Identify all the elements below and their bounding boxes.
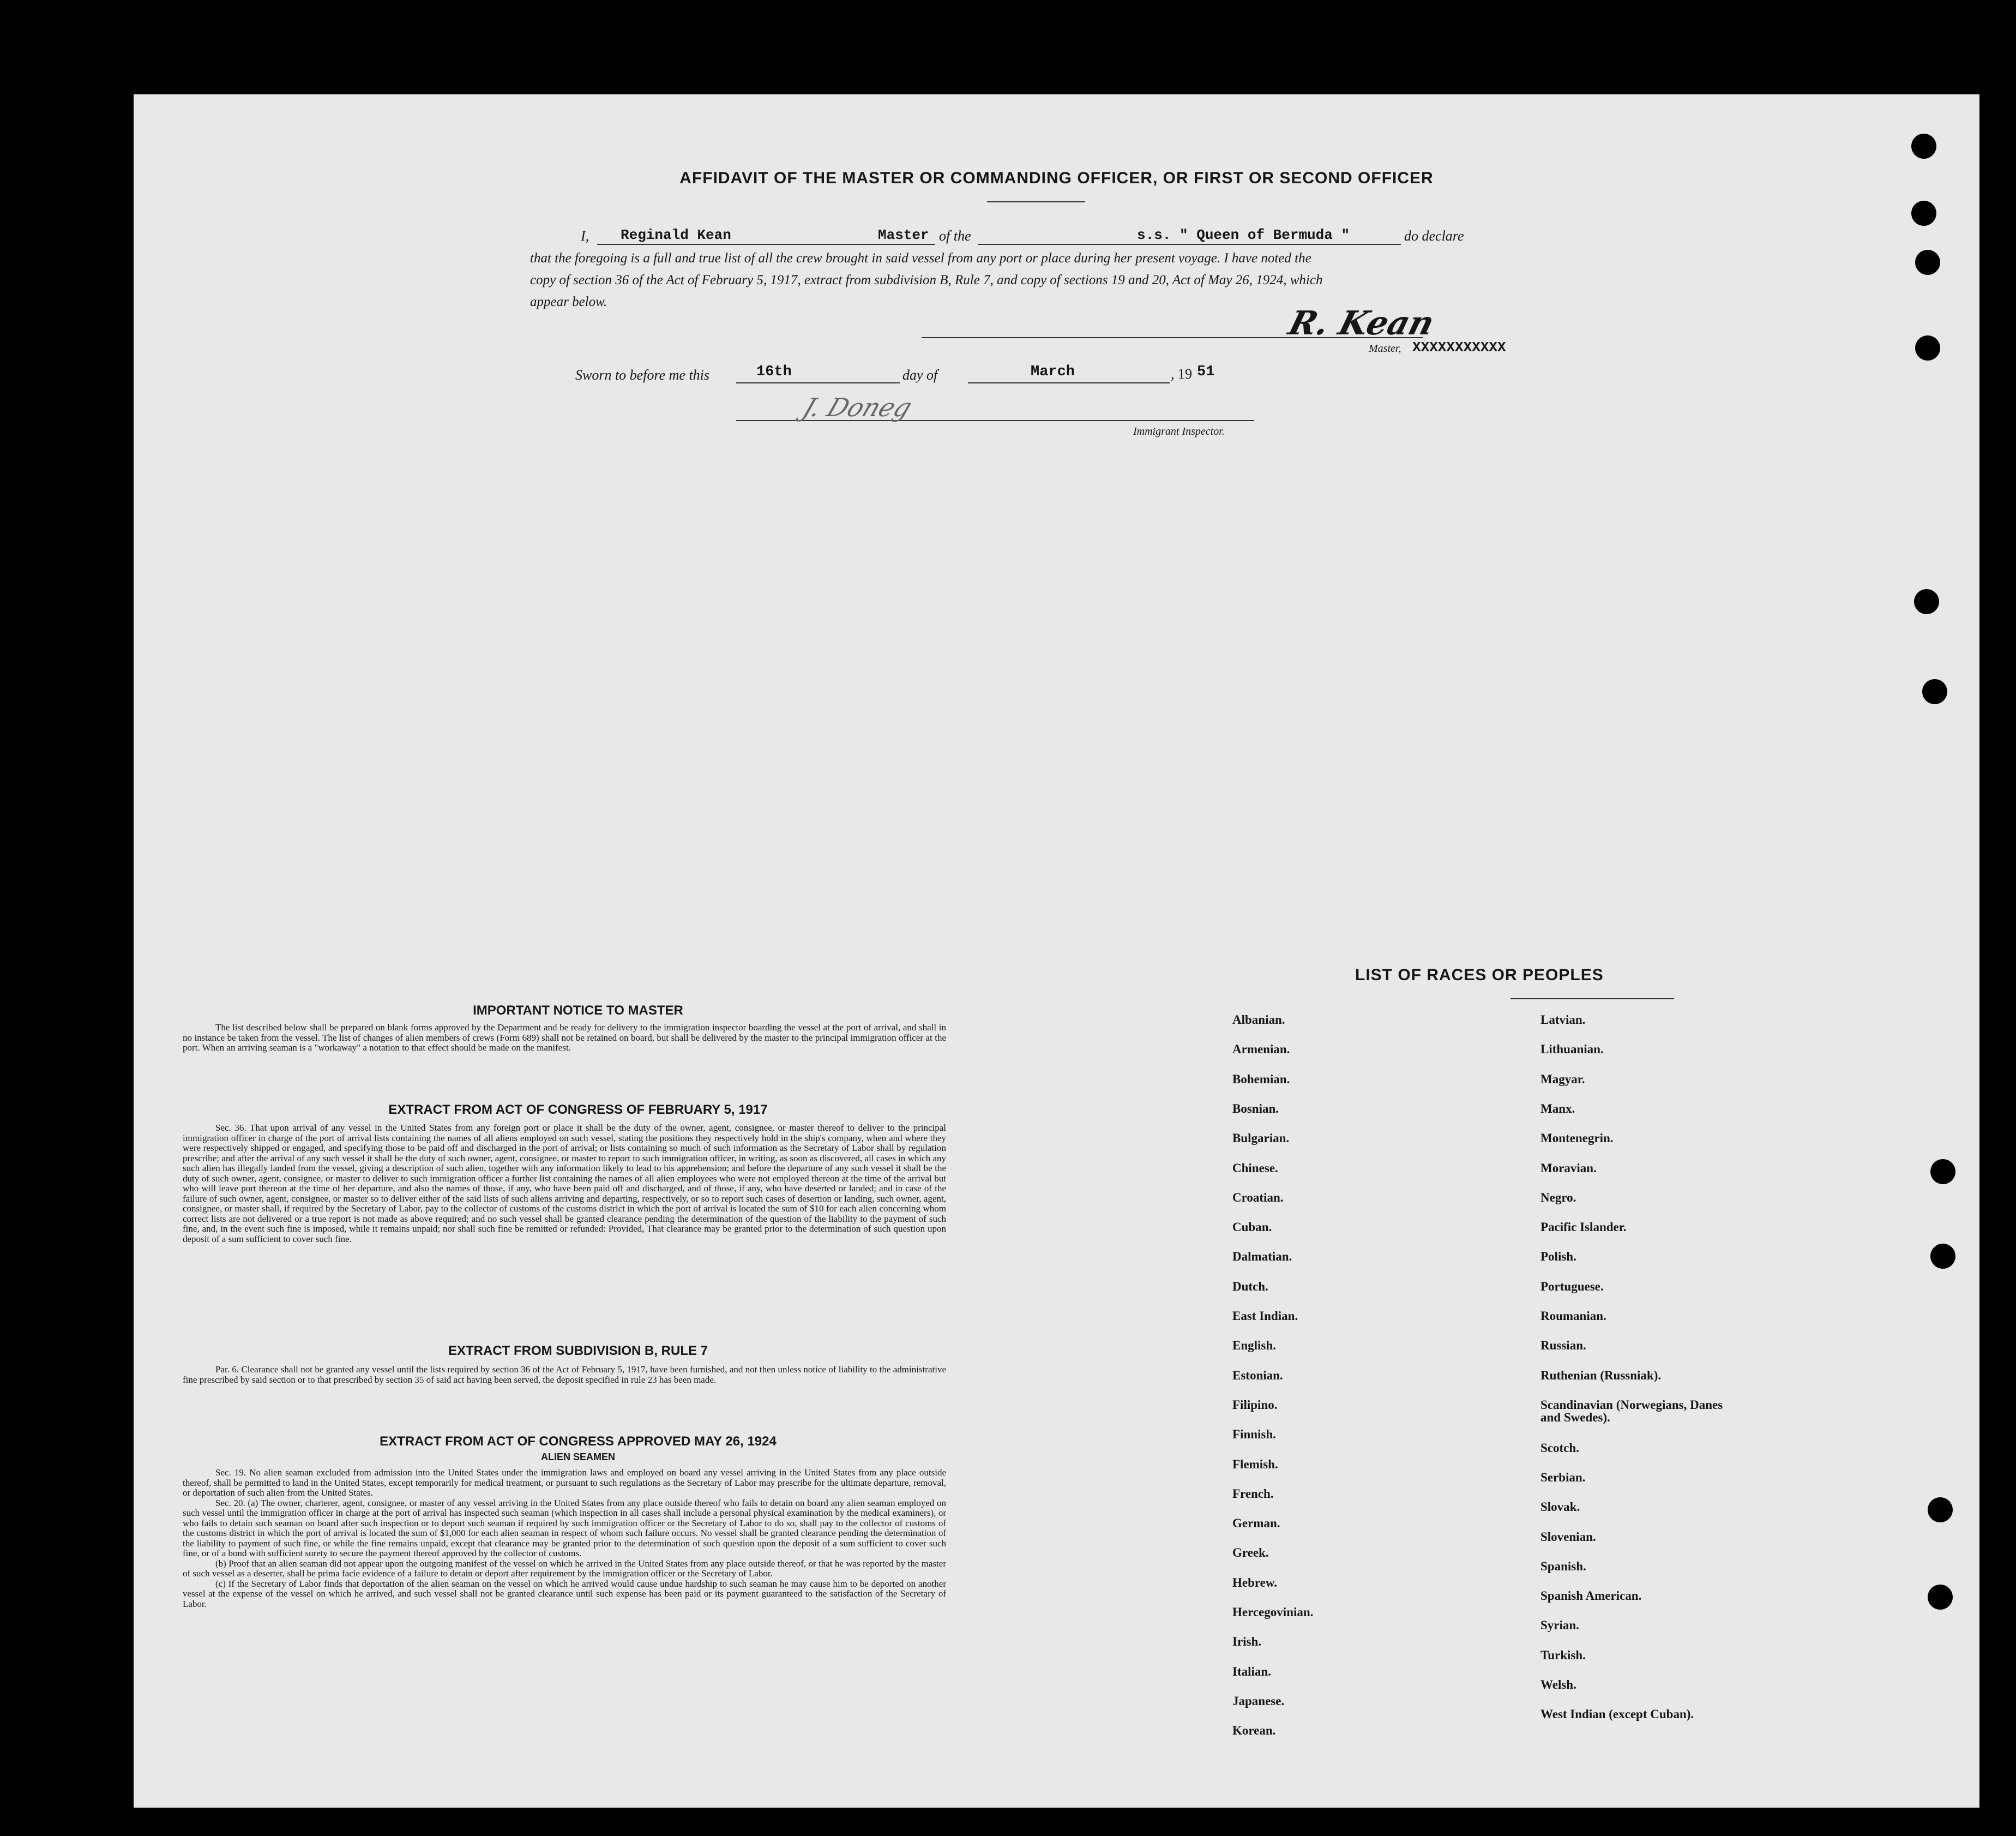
sec-20c-text: (c) If the Secretary of Labor finds that deportation of the alien seaman on the vessel on which he arrived would cause undue hardship to such seaman he may cause him to be deported on another vessel at the expense of the vessel on which he arrived, and such vessel shall not be granted clearance until such expense has been paid or its payment guaranteed to the satisfaction of the Secretary of Labor. xyxy=(183,1578,946,1609)
race-item: Roumanian. xyxy=(1540,1309,1606,1323)
race-item: Korean. xyxy=(1232,1724,1276,1737)
race-item: Russian. xyxy=(1540,1339,1586,1352)
race-item: Slovak. xyxy=(1540,1500,1580,1514)
race-item: Italian. xyxy=(1232,1665,1271,1678)
race-item: French. xyxy=(1232,1487,1274,1501)
race-item: Greek. xyxy=(1232,1546,1269,1559)
master-name: Reginald Kean xyxy=(621,227,731,243)
race-item: Polish. xyxy=(1540,1250,1576,1263)
affidavit-title: AFFIDAVIT OF THE MASTER OR COMMANDING OFFICER, OR FIRST OR SECOND OFFICER xyxy=(679,169,1434,187)
document-page xyxy=(134,94,1979,1808)
race-item: Spanish. xyxy=(1540,1559,1586,1573)
binder-hole xyxy=(1928,1585,1953,1610)
race-item: Latvian. xyxy=(1540,1013,1586,1027)
binder-hole xyxy=(1914,589,1939,614)
binder-hole xyxy=(1930,1244,1955,1269)
binder-hole xyxy=(1922,679,1947,704)
race-item: Moravian. xyxy=(1540,1161,1597,1175)
alien-seamen-subtitle: ALIEN SEAMEN xyxy=(540,1451,615,1462)
struck-title: XXXXXXXXXXX xyxy=(1412,339,1506,356)
race-item: Scotch. xyxy=(1540,1441,1579,1455)
race-item: Irish. xyxy=(1232,1635,1262,1648)
vessel-name: s.s. " Queen of Bermuda " xyxy=(1137,227,1350,243)
race-item: Hebrew. xyxy=(1232,1576,1277,1589)
binder-hole xyxy=(1911,134,1936,159)
race-item: Slovenian. xyxy=(1540,1530,1596,1544)
race-item: Bosnian. xyxy=(1232,1102,1279,1115)
race-item: Portuguese. xyxy=(1540,1280,1604,1293)
affidavit-line-3: copy of section 36 of the Act of February 5, 1917, extract from subdivision B, Rule 7, and copy of sections 19 and 20, Act of May 26, 1924, which xyxy=(530,273,1323,287)
race-item: German. xyxy=(1232,1516,1280,1530)
race-item: Montenegrin. xyxy=(1540,1131,1614,1145)
master-signature: R. Kean xyxy=(1284,304,1439,343)
race-item: Albanian. xyxy=(1232,1013,1285,1027)
affidavit-line-2: that the foregoing is a full and true list of all the crew brought in said vessel from any port or place during her present voyage. I have noted the xyxy=(530,251,1311,266)
race-item: Croatian. xyxy=(1232,1191,1284,1204)
races-title: LIST OF RACES OR PEOPLES xyxy=(1355,966,1604,984)
notice-title: IMPORTANT NOTICE TO MASTER xyxy=(473,1003,683,1018)
race-item: Lithuanian. xyxy=(1540,1042,1604,1056)
race-item: Filipino. xyxy=(1232,1398,1278,1412)
sec-19-text: Sec. 19. No alien seaman excluded from admission into the United States under the immigration laws and employed on board any vessel arriving in the United States from any place outside thereof, shall be permitted to land in the United States, except temporarily for medical treatment, or pursuant to such regulations as the Secretary of Labor may prescribe for the ultimate departure, removal, or deportation of such alien from the United States. xyxy=(183,1467,946,1498)
race-item: Spanish American. xyxy=(1540,1589,1642,1603)
race-item: Dutch. xyxy=(1232,1280,1268,1293)
month-line xyxy=(968,382,1170,383)
race-item: Japanese. xyxy=(1232,1694,1285,1708)
race-item: Dalmatian. xyxy=(1232,1250,1292,1263)
of-the-label: of the xyxy=(939,228,971,244)
race-item: Ruthenian (Russniak). xyxy=(1540,1369,1662,1382)
binder-hole xyxy=(1928,1497,1953,1522)
title-rule xyxy=(987,201,1085,202)
race-item: Manx. xyxy=(1540,1102,1575,1115)
binder-hole xyxy=(1915,250,1940,275)
race-item: Estonian. xyxy=(1232,1369,1283,1382)
sworn-day: 16th xyxy=(756,364,792,380)
binder-hole xyxy=(1915,335,1940,361)
race-item: Bulgarian. xyxy=(1232,1131,1290,1145)
inspector-caption: Immigrant Inspector. xyxy=(1133,425,1225,437)
race-item: Hercegovinian. xyxy=(1232,1605,1314,1619)
notice-text: The list described below shall be prepared on blank forms approved by the Department and be ready for delivery to the immigration inspector boarding the vessel at the port of arrival, and shall in no instance be taken from the vessel. The list of changes of alien members of crews (Form 689) shall not be retained on board, but shall be delivered by the master to the principal immigration officer at the port. When an arriving seaman is a "workaway" a notation to that effect should be made on the manifest. xyxy=(183,1022,946,1053)
vessel-line xyxy=(978,244,1401,245)
extract-1917-title: EXTRACT FROM ACT OF CONGRESS OF FEBRUARY 5, 1917 xyxy=(388,1102,768,1117)
race-item: Flemish. xyxy=(1232,1457,1278,1471)
sworn-month: March xyxy=(1031,364,1075,380)
inspector-signature: J. Doneg xyxy=(799,393,916,422)
day-of-label: day of xyxy=(902,367,938,383)
race-item: Pacific Islander. xyxy=(1540,1220,1627,1234)
race-item: Cuban. xyxy=(1232,1220,1272,1234)
race-item: Bohemian. xyxy=(1232,1072,1290,1086)
day-line xyxy=(736,382,900,383)
race-item: Syrian. xyxy=(1540,1618,1579,1632)
sworn-year: 51 xyxy=(1197,364,1215,380)
binder-hole xyxy=(1930,1159,1955,1184)
race-item: West Indian (except Cuban). xyxy=(1540,1707,1694,1721)
year-prefix: , 19 xyxy=(1171,366,1192,382)
race-item: East Indian. xyxy=(1232,1309,1298,1323)
race-item: English. xyxy=(1232,1339,1276,1352)
rule7-text: Par. 6. Clearance shall not be granted any vessel until the lists required by section 36 of the Act of February 5, 1917, have been furnished, and not then unless notice of liability to the administrative fine prescribed by said section or to that prescribed by section 35 of said act having been served, the deposit specified in rule 23 has been made. xyxy=(183,1364,946,1385)
sworn-label: Sworn to before me this xyxy=(575,367,710,383)
extract-1917-text: Sec. 36. That upon arrival of any vessel in the United States from any foreign port or place it shall be the duty of the owner, agent, consignee, or master thereof to deliver to the principal immigration officer in charge of the port of arrival lists containing the names of all aliens employed on such vessel, stating the positions they respectively hold in the ship's company, when and where they were respectively shipped or engaged, and specifying those to be paid off and discharged in the port of arrival; or lists containing so much of such information as the Secretary of Labor shall by regulation prescribe; and after the arrival of any such vessel it shall be the duty of such owner, agent, consignee, or master to report to such immigration officer, in writing, as soon as discovered, all cases in which any such alien has illegally landed from the vessel, giving a description of such alien, together with any information likely to lead to his apprehension; and before the departure of any such vessel it shall be the duty of such owner, agent, consignee, or master to deliver to such immigration officer a further list containing the names of all alien employees who were not employed thereon at the time of the arrival but who will leave port thereon at the time of her departure, and also the names of those, if any, who have been paid off and discharged, and of those, if any, who have deserted or landed; and in case of the failure of such owner, agent, consignee, or master so to deliver either of the said lists of such aliens arriving and departing, respectively, or so to report such cases of desertion or landing, such owner, agent, consignee, or master shall, if required by the Secretary of Labor, pay to the collector of customs of the customs district in which the port of arrival is located the sum of $10 for each alien concerning whom correct lists are not delivered or a true report is not made as above required; and no such vessel shall be granted clearance pending the determination of the question of the liability to the payment of such fine, and, in the event such fine is imposed, while it remains unpaid; nor shall such fine be remitted or refunded: Provided, That clearance may be granted prior to the determination of such question upon deposit of a sum sufficient to cover such fine. xyxy=(183,1123,946,1244)
sec-20b-text: (b) Proof that an alien seaman did not appear upon the outgoing manifest of the vessel on which he arrived in the United States from any place outside thereof, or that he was reported by the master of such vessel as a deserter, shall be prima facie evidence of a failure to detain or deport after requirement by the immigration officer or the Secretary of Labor. xyxy=(183,1558,946,1579)
affidavit-line-4: appear below. xyxy=(530,295,607,309)
race-item: Turkish. xyxy=(1540,1648,1586,1662)
race-item: Finnish. xyxy=(1232,1427,1276,1441)
race-item: Armenian. xyxy=(1232,1042,1290,1056)
master-rank: Master xyxy=(878,227,929,243)
race-item: Serbian. xyxy=(1540,1471,1586,1484)
rule7-title: EXTRACT FROM SUBDIVISION B, RULE 7 xyxy=(448,1343,708,1358)
races-rule xyxy=(1511,998,1674,999)
extract-1924-body xyxy=(183,1468,946,1609)
do-declare-label: do declare xyxy=(1404,228,1464,244)
extract-1924-title: EXTRACT FROM ACT OF CONGRESS APPROVED MAY 26, 1924 xyxy=(380,1434,777,1449)
race-item: Magyar. xyxy=(1540,1072,1585,1086)
race-item: Chinese. xyxy=(1232,1161,1278,1175)
race-item: Welsh. xyxy=(1540,1678,1576,1691)
binder-hole xyxy=(1911,201,1936,226)
race-item: Scandinavian (Norwegians, Danes and Swedes). xyxy=(1540,1398,1723,1424)
sec-20a-text: Sec. 20. (a) The owner, charterer, agent, consignee, or master of any vessel arriving in the United States from any place outside thereof who fails to detain on board any alien seaman employed on such vessel until the immigration officer in charge at the port of arrival has inspected such seaman (which inspection in all cases shall include a personal physical examination by the medical examiners), or who fails to detain such seaman on board after such inspection or to deport such seaman if required by such immigration officer or the Secretary of Labor to do so, shall pay to the collector of customs of the customs district in which the port of arrival is located the sum of $1,000 for each alien seaman in respect of whom such failure occurs. No vessel shall be granted clearance pending the determination of the liability to payment of such fine, or while the fine remains unpaid, except that clearance may be granted prior to the determination of such question upon the deposit of a sum sufficient to cover such fine, or of a bond with sufficient surety to secure the payment thereof approved by the collector of customs. xyxy=(183,1497,946,1558)
master-caption: Master, xyxy=(1369,343,1401,355)
affidavit-pronoun: I, xyxy=(581,228,589,244)
race-item: Negro. xyxy=(1540,1191,1576,1204)
name-line xyxy=(597,244,935,245)
